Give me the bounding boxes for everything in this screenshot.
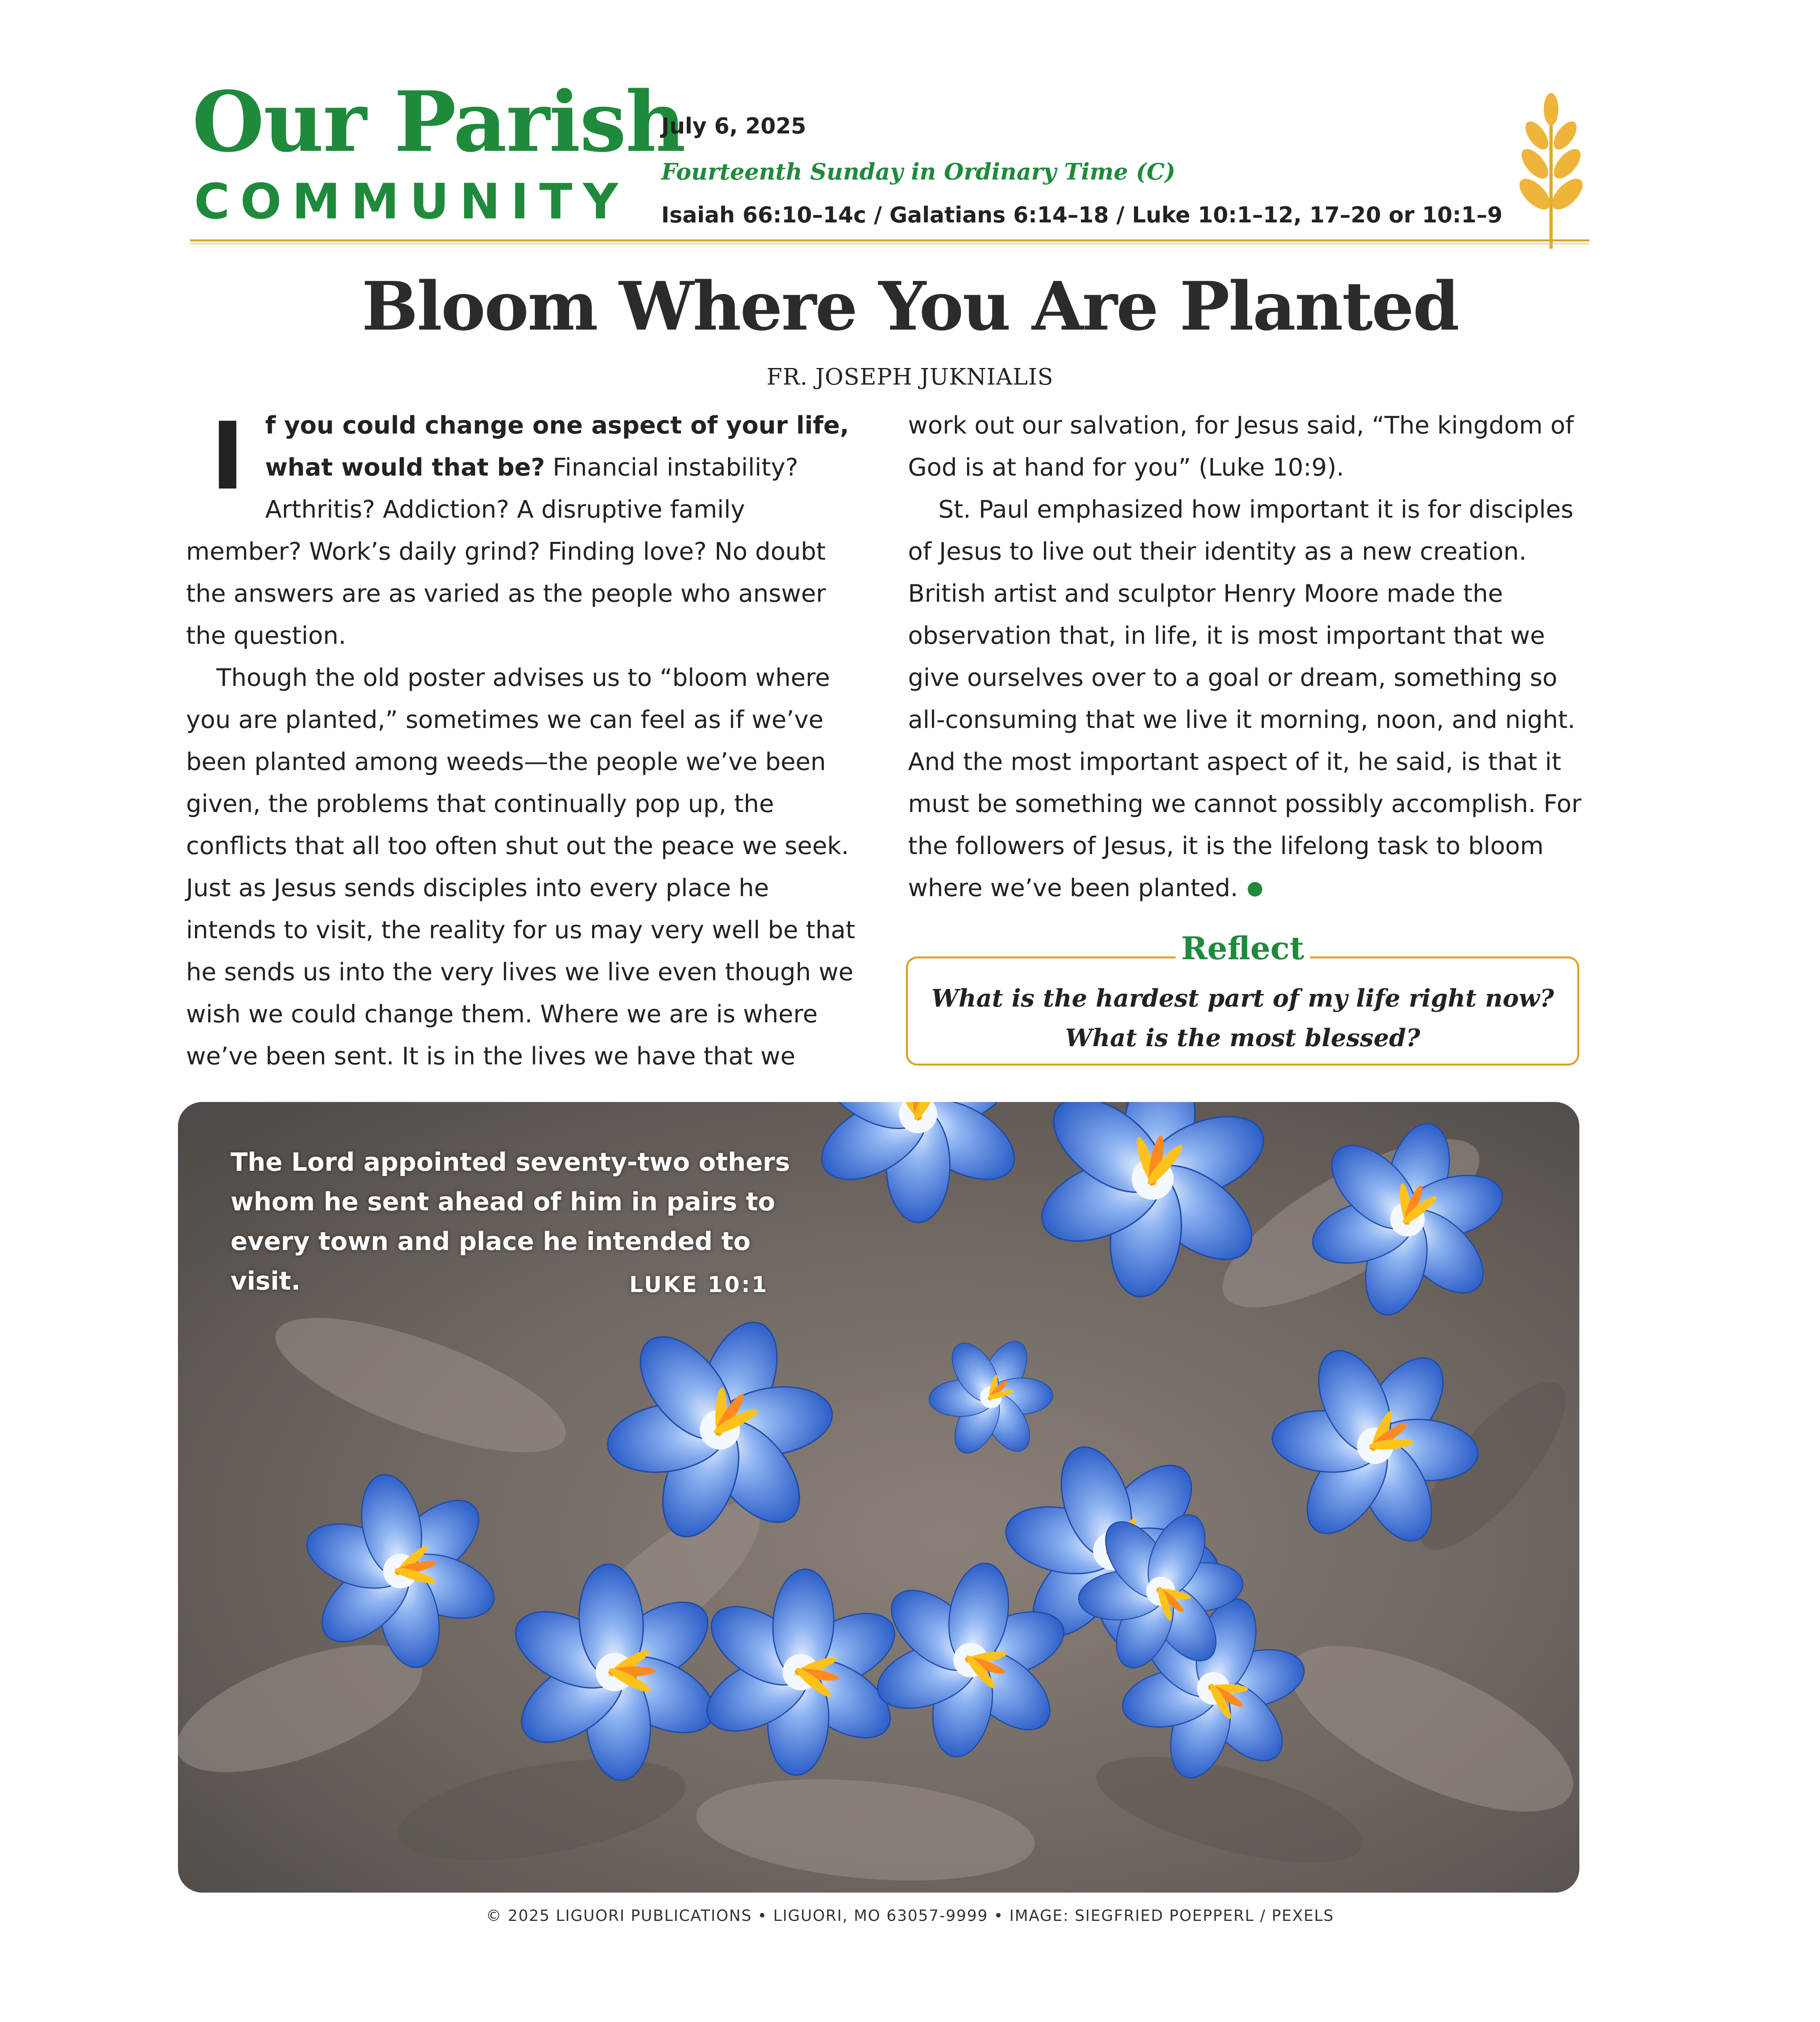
article-column-left — [186, 404, 866, 1077]
liturgical-sunday: Fourteenth Sunday in Ordinary Time (C) — [661, 159, 1176, 185]
footer-credits: © 2025 LIGUORI PUBLICATIONS • LIGUORI, MO 63057-9999 • IMAGE: SIEGFRIED POEPPERL / PEXELS — [486, 1907, 1334, 1925]
end-mark-icon — [1248, 882, 1262, 897]
crocus-photo — [178, 1102, 1579, 1893]
drop-cap: I — [210, 403, 245, 511]
logo-community: COMMUNITY — [194, 174, 629, 230]
reflect-box — [906, 930, 1579, 1066]
article-title: Bloom Where You Are Planted — [362, 267, 1458, 345]
article-paragraph-1 — [186, 404, 866, 657]
scripture-reference: LUKE 10:1 — [629, 1272, 768, 1297]
issue-date: July 6, 2025 — [661, 113, 806, 139]
reflect-question-2: What is the most blessed? — [1065, 1024, 1420, 1052]
reflect-title: Reflect — [1175, 930, 1310, 967]
article-paragraph-2: Though the old poster advises us to “bloom where you are planted,” sometimes we can feel as if we’ve been planted among weeds—the people we’ve been given, the problems that continually pop up, the conflicts that all too often shut out the peace we seek. Just as Jesus sends disciples into every place he intends to visit, the reality for us may very well be that he sends us into the very lives we live even though we wish we could change them. Where we are is where we’ve been sent. It is in the lives we have that we — [186, 664, 855, 1070]
paragraph-4-text: St. Paul emphasized how important it is for disciples of Jesus to live out their identity as a new creation. British artist and sculptor Henry Moore made the observation that, in life, it is most important that we give ourselves over to a goal or dream, something so all-consuming that we live it morning, noon, and night. And the most important aspect of it, he said, is that it must be something we cannot possibly accomplish. For the followers of Jesus, it is the lifelong task to bloom where we’ve been planted. — [908, 495, 1582, 902]
reflect-questions — [908, 979, 1577, 1058]
article-byline: FR. JOSEPH JUKNIALIS — [766, 364, 1054, 390]
header-rule-thin — [190, 243, 1589, 244]
wheat-icon — [1513, 91, 1589, 249]
article-paragraph-3: work out our salvation, for Jesus said, “The kingdom of God is at hand for you” (Luke 10:9). — [908, 411, 1574, 482]
article-paragraph-4 — [908, 489, 1591, 909]
paragraph-1-text: Financial instability? Arthritis? Addiction? A disruptive family member? Work’s daily grind? Finding love? No doubt the answers are as varied as the people who answer the question. — [186, 453, 826, 650]
lead-question: f you could change one aspect of your life, what would that be? — [265, 411, 849, 482]
reflect-question-1: What is the hardest part of my life right now? — [931, 984, 1554, 1013]
article-column-right — [908, 404, 1591, 909]
scripture-readings: Isaiah 66:10–14c / Galatians 6:14–18 / Luke 10:1–12, 17–20 or 10:1–9 — [661, 202, 1503, 228]
header-rule — [190, 239, 1589, 241]
logo-our-parish: Our Parish — [192, 74, 685, 171]
scripture-quote: The Lord appointed seventy-two others whom he sent ahead of him in pairs to every town and place he intended to visit. — [231, 1147, 790, 1296]
